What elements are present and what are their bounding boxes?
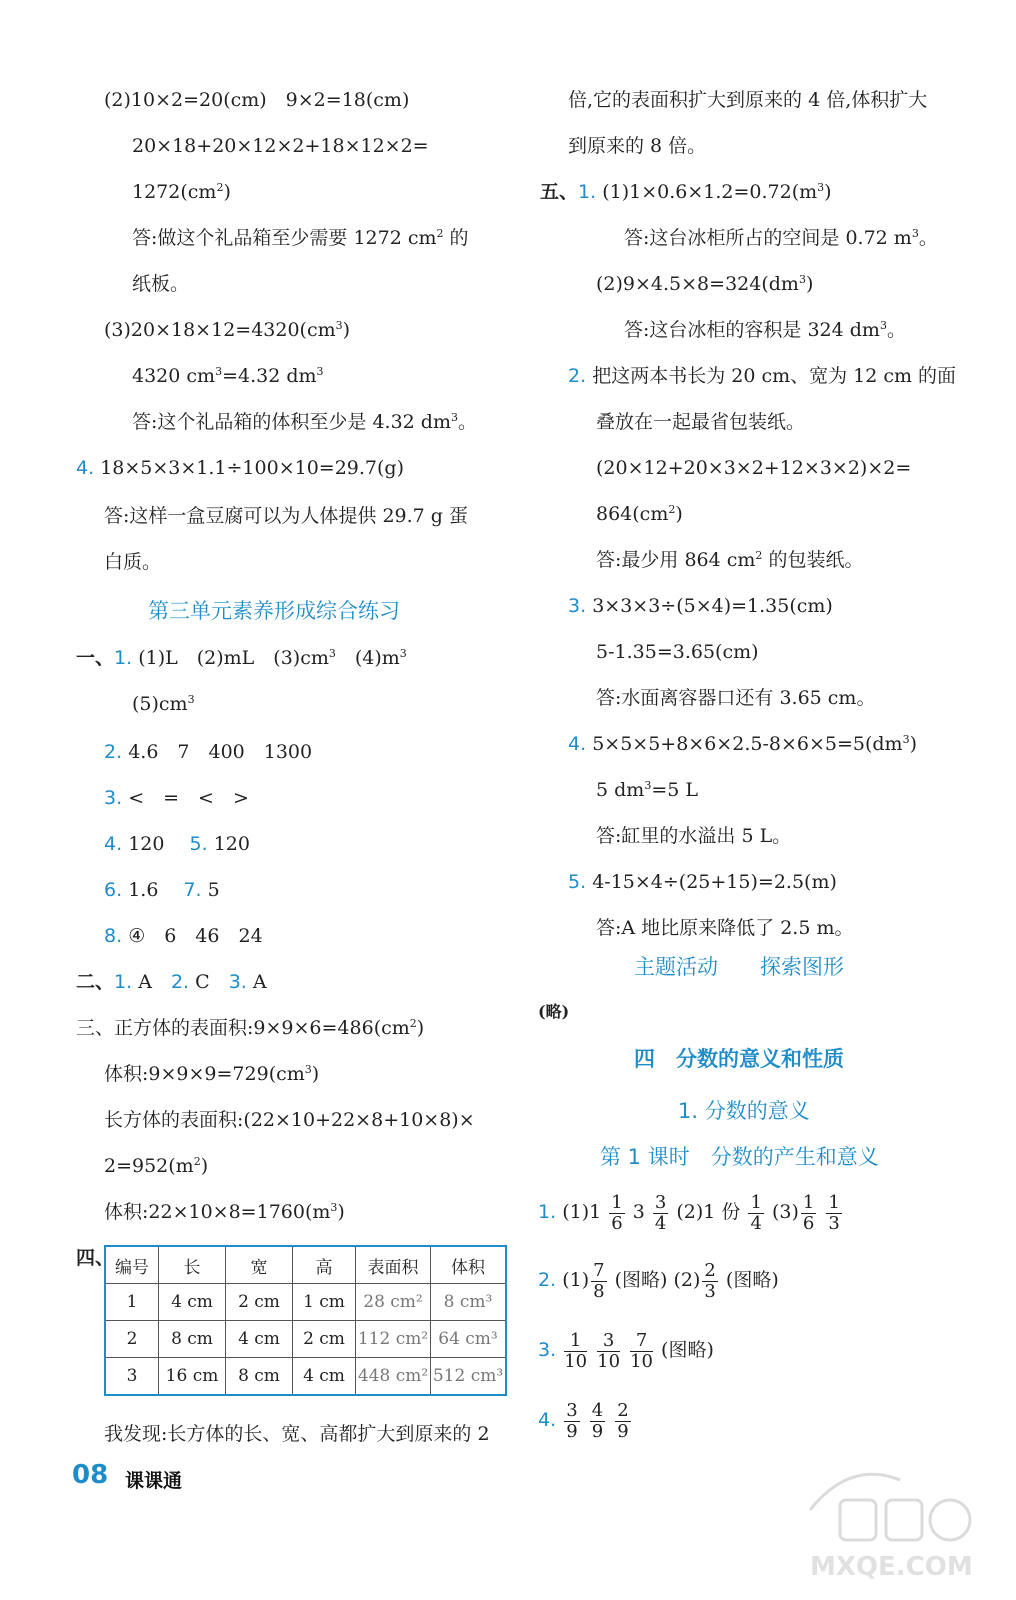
fraction: $\frac{7}{8}$: [593, 1259, 605, 1302]
dimension-table: [104, 1245, 507, 1396]
table-cell: 2 cm: [226, 1284, 293, 1321]
answer-line: (2)10×2=20(cm) 9×2=18(cm): [104, 89, 410, 111]
answer-line: 到原来的 8 倍。: [568, 135, 707, 157]
exercise-line: 2. 把这两本书长为 20 cm、宽为 12 cm 的面: [568, 365, 957, 387]
table-cell: 512 cm³: [431, 1358, 507, 1396]
table-cell: 4 cm: [293, 1358, 356, 1396]
exercise-line: 体积$:22\times 10\times 8=1760(m^3)$: [104, 1201, 345, 1223]
table-cell: 16 cm: [159, 1358, 226, 1396]
table-cell: 8 cm: [226, 1358, 293, 1396]
question-4: 4. 18×5×3×1.1÷100×10=29.7(g): [76, 457, 405, 479]
answer-line: 5-1.35=3.65(cm): [596, 641, 759, 663]
fraction: $\frac{2}{9}$: [617, 1399, 629, 1442]
exercise-line: 3. 3×3×3÷(5×4)=1.35(cm): [568, 595, 833, 617]
fraction-line: 4. $\frac{3}{9}$ $\frac{4}{9}$ $\frac{2}{9}$: [538, 1399, 629, 1442]
exercise-line: 8. ④ 6 46 24: [104, 925, 263, 947]
answer-line: $1272(cm^2)$: [132, 181, 231, 203]
exercise-line: 三、正方体的表面积$:9\times 9\times 6=486(cm^2)$: [76, 1017, 425, 1039]
table-cell: 4 cm: [226, 1321, 293, 1358]
fraction: $\frac{1}{6}$: [802, 1191, 815, 1234]
table-row: [105, 1358, 506, 1396]
answer-line: $(3)20\times 18\times 12=4320(cm^3)$: [104, 319, 351, 341]
brand-name: 课课通: [125, 1470, 183, 1492]
answer-line: 叠放在一起最省包装纸。: [596, 411, 806, 433]
table-row: [105, 1284, 506, 1321]
fraction: $\frac{1}{6}$: [611, 1191, 623, 1234]
table-row: [105, 1321, 506, 1358]
table-header: 宽: [226, 1246, 293, 1284]
answer-line: 5 $dm^3=5$ L: [596, 779, 698, 801]
fraction-line: 1. (1)1 $\frac{1}{6}$ 3 $\frac{3}{4}$ (2)1 份 $\frac{1}{4}$ (3) $\frac{1}{6}$ $\frac{1}{3}$: [538, 1191, 840, 1234]
exercise-line: 2. 4.6 7 400 1300: [104, 741, 313, 763]
table-header: 高: [293, 1246, 356, 1284]
fraction: $\frac{3}{4}$: [654, 1191, 667, 1234]
answer-line: 答:做这个礼品箱至少需要 1272 $cm^2$ 的: [132, 227, 469, 249]
theme-title: 主题活动 探索图形: [634, 955, 844, 979]
answer-line: 纸板。: [132, 273, 190, 295]
fraction: $\frac{3}{9}$: [566, 1399, 578, 1442]
omitted-note: (略): [538, 1002, 570, 1021]
fraction-line: 3. $\frac{1}{10}$ $\frac{3}{10}$ $\frac{7}{10}$ (图略): [538, 1329, 714, 1372]
exercise-line: $(5)cm^3$: [132, 693, 195, 715]
exercise-line: 3. < = < >: [104, 787, 249, 809]
answer-line: 答:A 地比原来降低了 2.5 m。: [596, 917, 854, 939]
fraction: $\frac{4}{9}$: [591, 1399, 604, 1442]
table-header: 体积: [431, 1246, 507, 1284]
answer-line: 我发现:长方体的长、宽、高都扩大到原来的 2: [104, 1423, 490, 1445]
fraction-line: 2. (1) $\frac{7}{8}$ (图略) (2) $\frac{2}{3}$ (图略): [538, 1259, 779, 1302]
table-header: 表面积: [356, 1246, 431, 1284]
table-cell: 2: [105, 1321, 159, 1358]
table-cell: 28 cm²: [356, 1284, 431, 1321]
exercise-line: 4. 120 5. 120: [104, 833, 250, 855]
page-number: 08: [72, 1460, 109, 1490]
answer-line: 白质。: [104, 551, 162, 573]
answer-line: (20×12+20×3×2+12×3×2)×2=: [596, 457, 912, 479]
table-cell: 2 cm: [293, 1321, 356, 1358]
answer-line: $864(cm^2)$: [596, 503, 683, 525]
unit-title: 四 分数的意义和性质: [634, 1047, 844, 1071]
section-title: 1. 分数的意义: [678, 1099, 810, 1123]
table-cell: 1 cm: [293, 1284, 356, 1321]
exercise-line: 5. 4-15×4÷(25+15)=2.5(m): [568, 871, 837, 893]
watermark-logo: [790, 1440, 990, 1590]
section-title: 第三单元素养形成综合练习: [148, 599, 400, 623]
fraction: $\frac{1}{3}$: [828, 1191, 840, 1234]
table-cell: 1: [105, 1284, 159, 1321]
svg-text:MXQE.COM: MXQE.COM: [810, 1552, 973, 1582]
exercise-line: 五、1. $(1)1\times 0.6\times 1.2=0.72(m^3)$: [540, 181, 832, 203]
fraction: $\frac{1}{10}$: [564, 1329, 588, 1372]
fraction: $\frac{3}{10}$: [597, 1329, 621, 1372]
table-cell: 64 cm³: [431, 1321, 507, 1358]
exercise-line: 一、1. (1)L (2)mL $(3)cm^3$ $(4)m^3$: [76, 647, 407, 669]
answer-line: 答:水面离容器口还有 3.65 cm。: [596, 687, 876, 709]
exercise-line: $2=952(m^2)$: [104, 1155, 209, 1177]
fraction: $\frac{2}{3}$: [704, 1259, 716, 1302]
table-header: 编号: [105, 1246, 159, 1284]
answer-line: 答:最少用 864 $cm^2$ 的包装纸。: [596, 549, 864, 571]
answer-line: 答:这台冰柜所占的空间是 0.72 $m^3$。: [624, 227, 938, 249]
exercise-line: 长方体的表面积:(22×10+22×8+10×8)×: [104, 1109, 475, 1131]
table-cell: 8 cm: [159, 1321, 226, 1358]
table-header-row: [105, 1246, 506, 1284]
table-header: 长: [159, 1246, 226, 1284]
fraction: $\frac{7}{10}$: [630, 1329, 653, 1372]
table-cell: 112 cm²: [356, 1321, 431, 1358]
exercise-line: 6. 1.6 7. 5: [104, 879, 220, 901]
answer-line: 倍,它的表面积扩大到原来的 4 倍,体积扩大: [568, 89, 928, 111]
answer-line: 答:这台冰柜的容积是 324 $dm^3$。: [624, 319, 906, 341]
table-cell: 448 cm²: [356, 1358, 431, 1396]
fraction: $\frac{1}{4}$: [750, 1191, 762, 1234]
exercise-line: 体积$:9\times 9\times 9=729(cm^3)$: [104, 1063, 320, 1085]
exercise-line: 二、1. A 2. C 3. A: [76, 971, 267, 993]
table-cell: 3: [105, 1358, 159, 1396]
answer-line: 答:这个礼品箱的体积至少是 4.32 $dm^3$。: [132, 411, 477, 433]
lesson-title: 第 1 课时 分数的产生和意义: [600, 1145, 879, 1169]
answer-line: $(2)9\times 4.5\times 8=324(dm^3)$: [596, 273, 814, 295]
table-cell: 8 cm³: [431, 1284, 507, 1321]
answer-line: 20×18+20×12×2+18×12×2=: [132, 135, 429, 157]
answer-line: 答:缸里的水溢出 5 L。: [596, 825, 792, 847]
exercise-line: 4. $5\times 5\times 5+8\times 6\times 2.5-8\times 6\times 5=5(dm^3)$: [568, 733, 917, 755]
table-cell: 4 cm: [159, 1284, 226, 1321]
section-four-label: 四、: [76, 1247, 115, 1269]
answer-line: 答:这样一盒豆腐可以为人体提供 29.7 g 蛋: [104, 505, 468, 527]
answer-line: 4320 $cm^3=4.32$ $dm^3$: [132, 365, 324, 387]
